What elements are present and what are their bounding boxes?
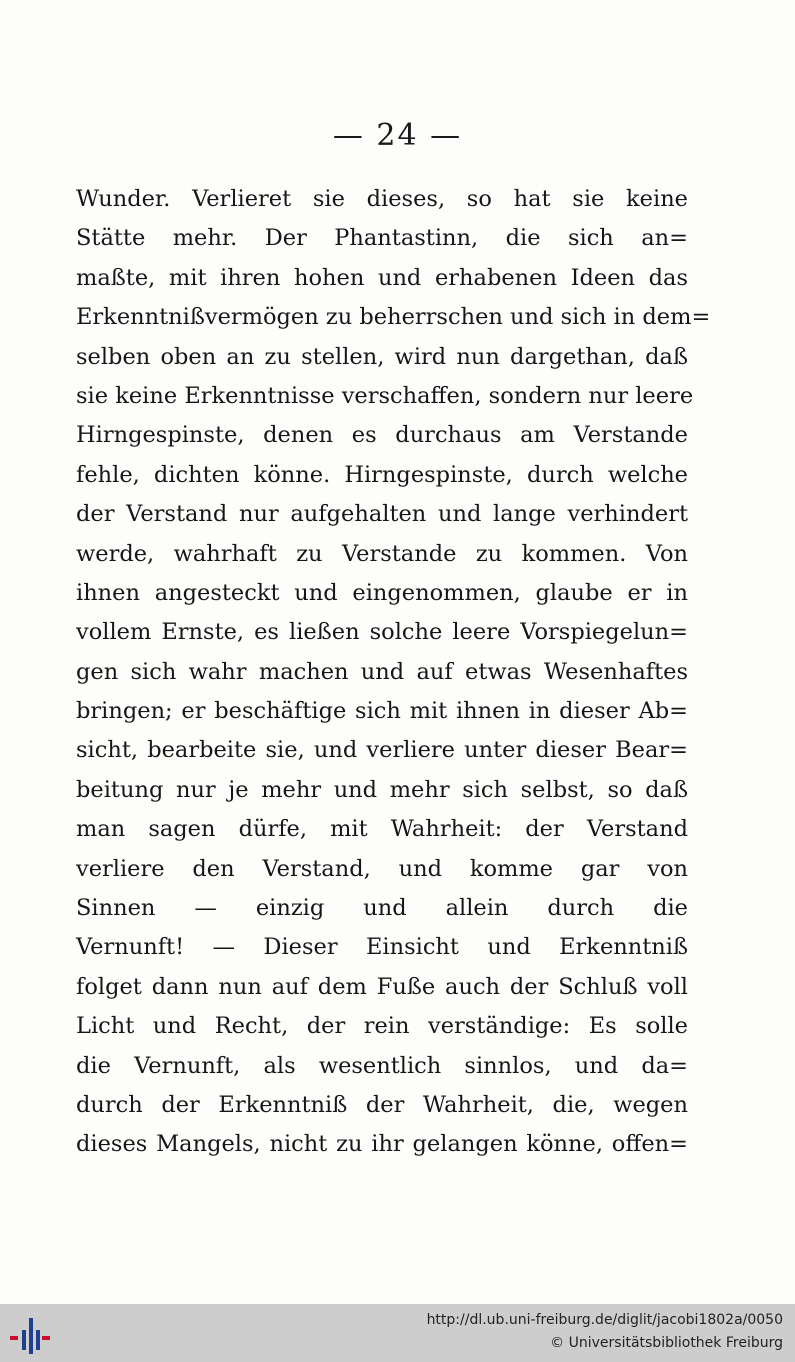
text-line: bringen; er beschäftige sich mit ihnen in dieser Ab= (76, 698, 688, 725)
text-line: selben oben an zu stellen, wird nun dargethan, daß (76, 343, 688, 370)
text-line: vollem Ernste, es ließen solche leere Vorspiegelun= (76, 619, 688, 646)
page-body-text (76, 180, 711, 1165)
text-line: folget dann nun auf dem Fuße auch der Schluß voll (76, 973, 688, 1000)
text-line: dieses Mangels, nicht zu ihr gelangen könne, offen= (76, 1131, 688, 1158)
text-line: man sagen dürfe, mit Wahrheit: der Verstand (76, 816, 688, 843)
text-line: durch der Erkenntniß der Wahrheit, die, wegen (76, 1091, 688, 1118)
page-number: — 24 — (332, 118, 463, 153)
permalink-url[interactable]: http://dl.ub.uni-freiburg.de/diglit/jacobi1802a/0050 (426, 1312, 783, 1328)
text-line: Sinnen — einzig und allein durch die (76, 895, 688, 922)
copyright-notice: © Universitätsbibliothek Freiburg (550, 1335, 783, 1351)
library-footer-bar (0, 1304, 795, 1362)
text-line: Vernunft! — Dieser Einsicht und Erkenntniß (76, 934, 688, 961)
text-line: beitung nur je mehr und mehr sich selbst, so daß (76, 776, 688, 803)
text-line: Erkenntnißvermögen zu beherrschen und sich in dem= (76, 304, 711, 331)
text-line: Licht und Recht, der rein verständige: Es solle (76, 1013, 688, 1040)
text-line: fehle, dichten könne. Hirngespinste, durch welche (76, 461, 688, 488)
text-line: sicht, bearbeite sie, und verliere unter dieser Bear= (76, 737, 688, 764)
text-line: gen sich wahr machen und auf etwas Wesenhaftes (76, 658, 688, 685)
text-line: Wunder. Verlieret sie dieses, so hat sie keine (76, 186, 688, 212)
text-line: sie keine Erkenntnisse verschaffen, sondern nur leere (76, 382, 694, 409)
ub-freiburg-logo-icon (8, 1316, 52, 1356)
text-line: die Vernunft, als wesentlich sinnlos, und da= (76, 1052, 688, 1079)
text-line: verliere den Verstand, und komme gar von (76, 855, 688, 882)
text-line: maßte, mit ihren hohen und erhabenen Ideen das (76, 264, 688, 291)
text-line: Hirngespinste, denen es durchaus am Verstande (76, 422, 688, 449)
text-line: werde, wahrhaft zu Verstande zu kommen. Von (76, 540, 688, 567)
text-line: der Verstand nur aufgehalten und lange verhindert (76, 501, 688, 528)
text-line: Stätte mehr. Der Phantastinn, die sich an= (76, 225, 688, 252)
text-line: ihnen angesteckt und eingenommen, glaube er in (76, 579, 688, 606)
